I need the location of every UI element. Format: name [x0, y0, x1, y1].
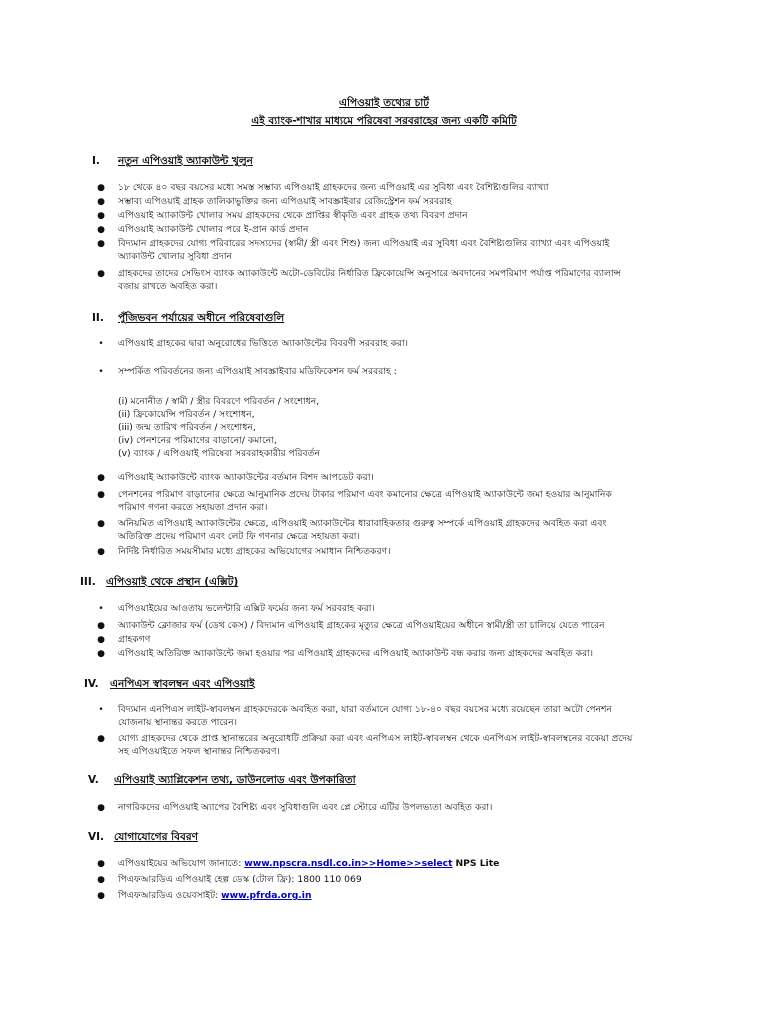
contact-label: এপিওয়াইয়ের অভিযোগ জানাতে:: [118, 858, 242, 869]
helpdesk-phone: 1800 110 069: [297, 874, 362, 885]
pfrda-website-link[interactable]: www.pfrda.org.in: [221, 890, 312, 901]
nps-cra-link[interactable]: www.npscra.nsdl.co.in>>Home>>select: [244, 858, 453, 869]
nps-lite-text: NPS Lite: [455, 858, 500, 869]
document-subtitle: এই ব্যাংক-শাখার মাধ্যমে পরিষেবা সরবরাহের জন্য একটি কমিটি: [251, 115, 517, 127]
section-5-heading: V. এপিওয়াই অ্যাপ্লিকেশন তথ্য, ডাউনলোড এবং উপকারিতা: [88, 774, 356, 786]
section-4-heading: IV. এনপিএস স্বাবলম্বন এবং এপিওয়াই: [84, 678, 255, 690]
helpdesk-label: পিএফআরডিএ এপিওয়াই হেল্প ডেস্ক (টোল ফ্রি):: [118, 874, 295, 885]
website-label: পিএফআরডিএ ওয়েবসাইট:: [118, 890, 219, 901]
document-title: এপিওয়াই তথ্যের চার্ট: [339, 97, 429, 109]
sub-list-item: (i) মনোনীত / স্বামী / স্ত্রীর বিবরণে পরিবর্তন / সংশোধন,: [118, 396, 320, 407]
sub-list-item: (iv) পেনশনের পরিমাণের বাড়ানো/ কমানো,: [118, 435, 277, 446]
sub-list-item: (v) ব্যাংক / এপিওয়াই পরিষেবা সরবরাহকারীর পরিবর্তন: [118, 448, 320, 459]
section-3-heading: III. এপিওয়াই থেকে প্রস্থান (এক্সিট): [80, 576, 239, 588]
section-2-heading: II. পুঁজিভবন পর্যায়ের অধীনে পরিষেবাগুলি: [92, 312, 285, 324]
section-6-heading: VI. যোগাযোগের বিবরণ: [88, 831, 198, 843]
section-1-heading: I. নতুন এপিওয়াই অ্যাকাউন্ট খুলুন: [92, 155, 253, 167]
sub-list-item: (ii) ফ্রিকোয়েন্সি পরিবর্তন / সংশোধন,: [118, 409, 255, 420]
sub-list-item: (iii) জন্ম তারিখ পরিবর্তন / সংশোধন,: [118, 422, 256, 433]
document-page: এপিওয়াই তথ্যের চার্ট এই ব্যাংক-শাখার মাধ্যমে পরিষেবা সরবরাহের জন্য একটি কমিটি I. নতুন এপিওয়াই অ্যাকাউন্ট খুলুন ● ১৮ থেকে ৪০ বছর বয়সের মধ্যে সমস্ত সম্ভাব্য এপিওয়াই গ্রাহকদের জন্য এপিওয়াই এর সুবিধা এবং বৈশিষ্ট্যগুলির ব্যাখ্যা ● সম্ভাব্য এপিওয়াই গ্রাহক তালিকাভুক্তির জন্য এপিওয়াই সাবস্ক্রাইবার রেজিস্ট্রেশন ফর্ম সরবরাহ ● এপিওয়াই অ্যাকাউন্ট খোলার সময় গ্রাহকদের থেকে প্রাপ্তির স্বীকৃতি এবং গ্রাহক তথ্য বিবরণ প্রদান ● এপিওয়াই অ্যাকাউন্ট খোলার পরে ই-প্রান কার্ড প্রদান ● বিদ্যমান গ্রাহকদের যোগ্য পরিবারের সদস্যদের (স্বামী/ স্ত্রী এবং শিশু) জন্য এপিওয়াই এর সুবিধা এবং বৈশিষ্ট্যগুলির ব্যাখ্যা এবং এপিওয়াই অ্যাকাউন্ট খোলার সুবিধা প্রদান ● গ্রাহকদের তাদের সেভিংস ব্যাংক অ্যাকাউন্টে অটো-ডেবিটের নির্ধারিত ফ্রিকোয়েন্সি অনুসারে অবদানের সমপরিমাণ পর্যাপ্ত পরিমাণের ব্যালান্স বজায় রাখতে অবহিত করা। II. পুঁজিভবন পর্যায়ের অধীনে পরিষেবাগুলি • এপিওয়াই গ্রাহকের দ্বারা অনুরোধের ভিত্তিতে অ্যাকাউন্টের বিবরণী সরবরাহ করা। • সম্পর্কিত পরিবর্তনের জন্য এপিওয়াই সাবস্ক্রাইবার মডিফিকেশন ফর্ম সরবরাহ : (i) মনোনীত / স্বামী / স্ত্রীর বিবরণে পরিবর্তন / সংশোধন, (ii) ফ্রিকোয়েন্সি পরিবর্তন / সংশোধন, (iii) জন্ম তারিখ পরিবর্তন / সংশোধন, (iv) পেনশনের পরিমাণের বাড়ানো/ কমানো, (v) ব্যাংক / এপিওয়াই পরিষেবা সরবরাহকারীর পরিবর্তন ● এপিওয়াই অ্যাকাউন্টে ব্যাংক অ্যাকাউন্টের বর্তমান বিশদ আপডেট করা। ● পেনশনের পরিমাণ বাড়ানোর ক্ষেত্রে আনুমানিক প্রদেয় টাকার পরিমাণ এবং কমানোর ক্ষেত্রে এপিওয়াই অ্যাকাউন্টে জমা হওয়ার আনুমানিক পরিমাণ গণনা করতে সহায়তা প্রদান করা। ● অনিয়মিত এপিওয়াই অ্যাকাউন্টের ক্ষেত্রে, এপিওয়াই অ্যাকাউন্টের ধারাবাহিকতার গুরুত্ব সম্পর্কে এপিওয়াই গ্রাহকদের অবহিত করা এবং অতিরিক্ত প্রদেয় পরিমাণ এবং লেট ফি গণনার ক্ষেত্রে সহায়তা করা। ● নির্দিষ্ট নির্ধারিত সময়সীমার মধ্যে গ্রাহকের অভিযোগের সমাধান নিশ্চিতকরণ। III. এপিওয়াই থেকে প্রস্থান (এক্সিট) • এপিওয়াইয়ের আওতায় ভলেন্টারি এক্সিট ফর্মের জন্য ফর্ম সরবরাহ করা। ● অ্যাকাউন্ট ক্লোজার ফর্ম (ডেথ কেস) / বিদ্যমান এপিওয়াই গ্রাহকের মৃত্যুর ক্ষেত্রে এপিওয়াইয়ের অধীনে স্বামী/স্ত্রী তা চালিয়ে যেতে পারেন ● গ্রাহকগণ ● এপিওয়াই অতিরিক্ত অ্যাকাউন্টে জমা হওয়ার পর এপিওয়াই গ্রাহকদের এপিওয়াই অ্যাকাউন্ট বন্ধ করার জন্য গ্রাহকদের অবহিত করা। IV. এনপিএস স্বাবলম্বন এবং এপিওয়াই • বিদ্যমান এনপিএস লাইট-স্বাবলম্বন গ্রাহকদেরকে অবহিত করা, যারা বর্তমানে যোগ্য ১৮-৪০ বছর বয়সের মধ্যে রয়েছেন তারা অটো পেনশন যোজনায় স্থানান্তর করতে পারেন। ● যোগ্য গ্রাহকদের থেকে প্রাপ্ত স্থানান্তরের অনুরোধটি প্রক্রিয়া করা এবং এনপিএস লাইট-স্বাবলম্বন থেকে এনপিএস লাইট-স্বাবলম্বনের বকেয়া প্রদেয় সহ এপিওয়াইতে সফল স্থানান্তর নিশ্চিতকরণ। V. এপিওয়াই অ্যাপ্লিকেশন তথ্য, ডাউনলোড এবং উপকারিতা ● নাগরিকদের এপিওয়াই অ্যাপের বৈশিষ্ট্য এবং সুবিধাগুলি এবং প্লে স্টোরে এটির উপলভ্যতা অবহিত করা। VI. যোগাযোগের বিবরণ ● এপিওয়াইয়ের অভিযোগ জানাতে: www.npscra.nsdl.co.in>>Home>>select NPS Lite ● পিএফআরডিএ এপিওয়াই হেল্প ডেস্ক (টোল ফ্রি): 1800 110 069 ● পিএফআরডিএ ওয়েবসাইট: www.pfrda.org.in: [0, 0, 768, 1024]
